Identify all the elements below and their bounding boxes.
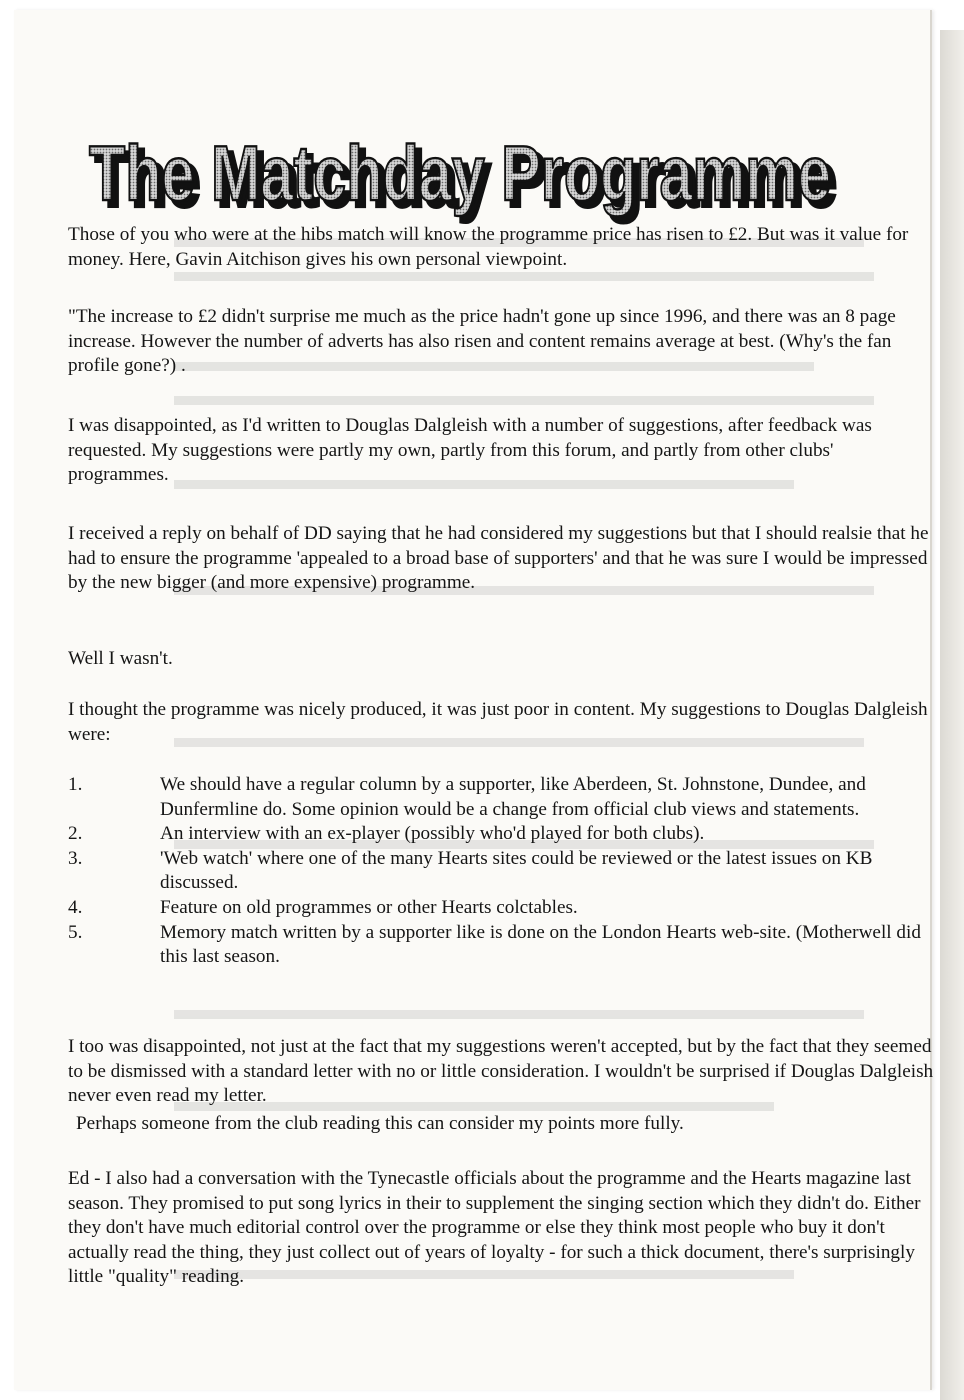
page-title: The Matchday Programme [89,129,831,217]
short-reaction-paragraph: Well I wasn't. [68,648,173,669]
list-item [68,773,938,822]
second-disappointed-paragraph: I too was disappointed, not just at the fact that my suggestions weren't accepted, but by the fact that they seemed to be dismissed with a standard letter with no or little consideration. I wouldn't be surprised if Douglas Dalgleish never even read my letter. [68,1036,934,1107]
list-item [68,822,938,847]
list-item [68,921,938,970]
list-item-number: 1. [68,774,83,795]
list-item-text: 'Web watch' where one of the many Hearts sites could be reviewed or the latest issues on KB discussed. [160,847,873,894]
list-item-text: An interview with an ex-player (possibly who'd played for both clubs). [160,823,705,845]
opening-quote-paragraph: "The increase to £2 didn't surprise me much as the price hadn't gone up since 1996, and there was an 8 page increase. However the number of adverts has also risen and content remains average at best. (Why's the fan profile gone?) . [68,306,896,377]
list-item-text: Feature on old programmes or other Hearts colctables. [160,896,578,918]
list-item [68,896,938,921]
closing-request-paragraph: Perhaps someone from the club reading this can consider my points more fully. [76,1113,684,1134]
title-shadow: The Matchday Programme [95,135,837,223]
list-item-text: Memory match written by a supporter like is done on the London Hearts web-site. (Motherwell did this last season. [160,921,921,968]
title-graphic [78,118,848,228]
suggestions-list [68,773,938,970]
intro-paragraph: Those of you who were at the hibs match will know the programme price has risen to £2. But was it value for money. Here, Gavin Aitchison gives his own personal viewpoint. [68,224,909,270]
list-item-number: 4. [68,896,83,918]
masthead [78,118,848,228]
fanzine-page [14,10,932,1390]
list-item-number: 2. [68,823,83,845]
list-item [68,847,938,896]
suggestions-intro-paragraph: I thought the programme was nicely produced, it was just poor in content. My suggestions to Douglas Dalgleish were: [68,699,928,745]
adjacent-page-edge [940,30,964,1400]
disappointed-paragraph: I was disappointed, as I'd written to Douglas Dalgleish with a number of suggestions, after feedback was requested. My suggestions were partly my own, partly from this forum, and partly from other clubs' programmes. [68,415,872,486]
reply-paragraph: I received a reply on behalf of DD saying that he had considered my suggestions but that I should realsie that he had to ensure the programme 'appealed to a broad base of supporters' and that he was sure I would be impressed by the new bigger (and more expensive) programme. [68,523,929,594]
list-item-number: 3. [68,847,83,869]
editor-note-paragraph: Ed - I also had a conversation with the Tynecastle officials about the programme and the Hearts magazine last season. They promised to put song lyrics in their to supplement the singing section which they didn't do. Either they don't have much editorial control over the programme or else they think most people who buy it don't actually read the thing, they just collect out of years of loyalty - for such a thick document, there's surprisingly little "quality" reading. [68,1168,921,1288]
list-item-number: 5. [68,921,83,943]
list-item-text: We should have a regular column by a supporter, like Aberdeen, St. Johnstone, Dundee, and Dunfermline do. Some opinion would be a change from official club views and statements. [160,774,866,820]
